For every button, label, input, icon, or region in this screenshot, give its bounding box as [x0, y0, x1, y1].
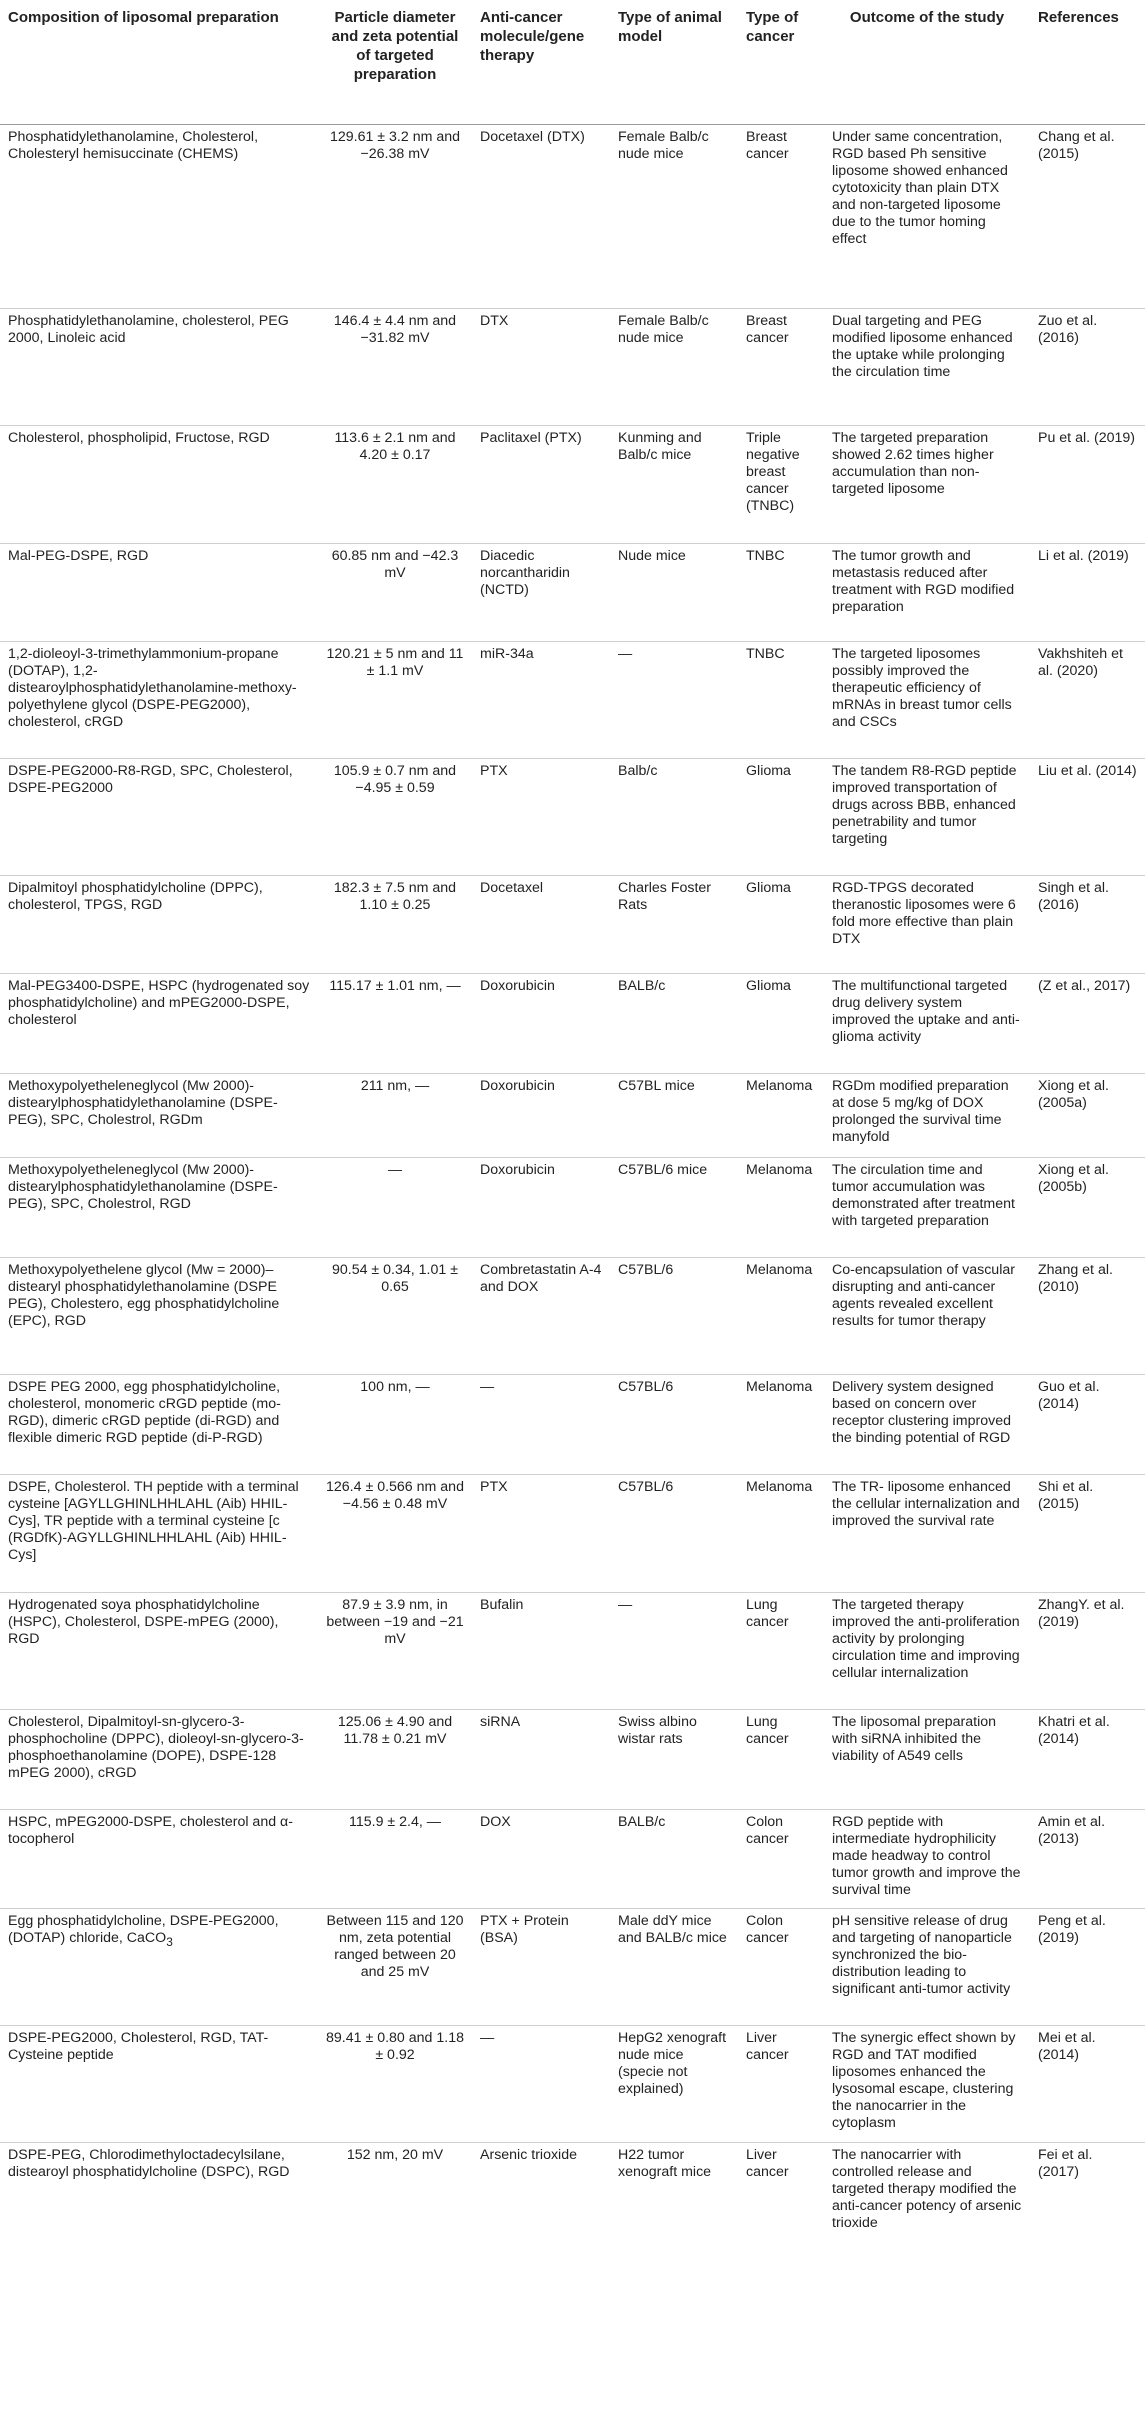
outcome-cell: The synergic effect shown by RGD and TAT modified liposomes enhanced the lysosomal escape, clustering the nanocarrier in the cytoplasm	[824, 2025, 1030, 2142]
cancer-type-cell: Colon cancer	[738, 1809, 824, 1908]
animal-model-cell: Female Balb/c nude mice	[610, 308, 738, 425]
size-cell: 115.9 ± 2.4, —	[318, 1809, 472, 1908]
animal-model-cell: C57BL mice	[610, 1073, 738, 1157]
outcome-cell: Dual targeting and PEG modified liposome enhanced the uptake while prolonging the circulation time	[824, 308, 1030, 425]
composition-cell: DSPE, Cholesterol. TH peptide with a terminal cysteine [AGYLLGHINLHHLAHL (Aib) HHIL-Cys], TR peptide with a terminal cysteine [c (RGDfK)-AGYLLGHINLHHLAHL (Aib) HHIL-Cys]	[0, 1474, 318, 1592]
table-row	[0, 1157, 1145, 1257]
header-references: References	[1030, 0, 1145, 124]
cancer-type-cell: Colon cancer	[738, 1908, 824, 2025]
cancer-type-cell: Glioma	[738, 973, 824, 1073]
table-row	[0, 1709, 1145, 1809]
size-cell: 125.06 ± 4.90 and 11.78 ± 0.21 mV	[318, 1709, 472, 1809]
table-row	[0, 1474, 1145, 1592]
animal-model-cell: HepG2 xenograft nude mice (specie not explained)	[610, 2025, 738, 2142]
animal-model-cell: —	[610, 641, 738, 758]
table-row	[0, 2142, 1145, 2240]
size-cell: 120.21 ± 5 nm and 11 ± 1.1 mV	[318, 641, 472, 758]
composition-cell: DSPE PEG 2000, egg phosphatidylcholine, cholesterol, monomeric cRGD peptide (mo-RGD), dimeric cRGD peptide (di-RGD) and flexible dimeric RGD peptide (di-P-RGD)	[0, 1374, 318, 1474]
composition-cell: DSPE-PEG2000-R8-RGD, SPC, Cholesterol, DSPE-PEG2000	[0, 758, 318, 875]
size-cell: 126.4 ± 0.566 nm and −4.56 ± 0.48 mV	[318, 1474, 472, 1592]
table-row	[0, 1374, 1145, 1474]
cancer-type-cell: Melanoma	[738, 1474, 824, 1592]
reference-cell: Amin et al. (2013)	[1030, 1809, 1145, 1908]
outcome-cell: The nanocarrier with controlled release and targeted therapy modified the anti-cancer potency of arsenic trioxide	[832, 2146, 1022, 2231]
reference-cell: Zuo et al. (2016)	[1030, 308, 1145, 425]
animal-model-cell: Kunming and Balb/c mice	[610, 425, 738, 543]
outcome-cell: Co-encapsulation of vascular disrupting and anti-cancer agents revealed excellent results for tumor therapy	[824, 1257, 1030, 1374]
composition-cell: Phosphatidylethanolamine, cholesterol, PEG 2000, Linoleic acid	[0, 308, 318, 425]
composition-cell: DSPE-PEG2000, Cholesterol, RGD, TAT-Cysteine peptide	[0, 2025, 318, 2142]
cancer-type-cell: Liver cancer	[738, 2025, 824, 2142]
drug-cell: Paclitaxel (PTX)	[472, 425, 610, 543]
composition-cell: Methoxypolyethelene glycol (Mw = 2000)–distearyl phosphatidylethanolamine (DSPE PEG), Cholestero, egg phosphatidylcholine (EPC), RGD	[0, 1257, 318, 1374]
composition-cell: Hydrogenated soya phosphatidylcholine (HSPC), Cholesterol, DSPE-mPEG (2000), RGD	[0, 1592, 318, 1709]
header-outcome: Outcome of the study	[824, 0, 1030, 124]
drug-cell: Arsenic trioxide	[480, 2146, 577, 2163]
animal-model-cell: —	[610, 1592, 738, 1709]
cancer-type-cell: Triple negative breast cancer (TNBC)	[738, 425, 824, 543]
size-cell: 146.4 ± 4.4 nm and −31.82 mV	[318, 308, 472, 425]
animal-model-cell: C57BL/6	[610, 1374, 738, 1474]
drug-cell: Combretastatin A-4 and DOX	[472, 1257, 610, 1374]
size-cell: 100 nm, —	[318, 1374, 472, 1474]
outcome-cell: Delivery system designed based on concern over receptor clustering improved the binding potential of RGD	[824, 1374, 1030, 1474]
reference-cell: Pu et al. (2019)	[1030, 425, 1145, 543]
drug-cell: Diacedic norcantharidin (NCTD)	[472, 543, 610, 641]
table-row	[0, 1592, 1145, 1709]
cancer-type-cell: Glioma	[738, 758, 824, 875]
drug-cell: Doxorubicin	[472, 1157, 610, 1257]
outcome-cell: The targeted therapy improved the anti-proliferation activity by prolonging circulation time and improving cellular internalization	[824, 1592, 1030, 1709]
outcome-cell: The multifunctional targeted drug delivery system improved the uptake and anti-glioma activity	[824, 973, 1030, 1073]
drug-cell: PTX + Protein (BSA)	[472, 1908, 610, 2025]
table-row	[0, 1908, 1145, 2025]
animal-model-cell: C57BL/6 mice	[610, 1157, 738, 1257]
outcome-cell: pH sensitive release of drug and targeting of nanoparticle synchronized the bio-distribution leading to significant anti-tumor activity	[824, 1908, 1030, 2025]
composition-cell: Cholesterol, Dipalmitoyl-sn-glycero-3-phosphocholine (DPPC), dioleoyl-sn-glycero-3-phosphoethanolamine (DOPE), DSPE-128 mPEG 2000), cRGD	[0, 1709, 318, 1809]
outcome-cell: The TR- liposome enhanced the cellular internalization and improved the survival rate	[824, 1474, 1030, 1592]
drug-cell: PTX	[472, 758, 610, 875]
table-row	[0, 641, 1145, 758]
subscript-3: 3	[166, 1934, 173, 1949]
outcome-cell: The circulation time and tumor accumulation was demonstrated after treatment with targeted preparation	[824, 1157, 1030, 1257]
cancer-type-cell: Melanoma	[738, 1257, 824, 1374]
animal-model-cell: Swiss albino wistar rats	[610, 1709, 738, 1809]
composition-cell: HSPC, mPEG2000-DSPE, cholesterol and α-tocopherol	[0, 1809, 318, 1908]
header-particle-size: Particle diameter and zeta potential of targeted preparation	[318, 0, 472, 124]
reference-cell: Khatri et al. (2014)	[1030, 1709, 1145, 1809]
table-row	[0, 1809, 1145, 1908]
animal-model-cell: Nude mice	[610, 543, 738, 641]
animal-model-cell: BALB/c	[610, 1809, 738, 1908]
size-cell: 105.9 ± 0.7 nm and −4.95 ± 0.59	[318, 758, 472, 875]
drug-cell: miR-34a	[472, 641, 610, 758]
cancer-type-cell: Liver cancer	[746, 2146, 789, 2180]
reference-cell: Zhang et al. (2010)	[1030, 1257, 1145, 1374]
composition-cell: Methoxypolyetheleneglycol (Mw 2000)-distearylphosphatidylethanolamine (DSPE-PEG), SPC, Cholestrol, RGDm	[0, 1073, 318, 1157]
size-cell: 152 nm, 20 mV	[346, 2146, 444, 2163]
outcome-cell: RGDm modified preparation at dose 5 mg/kg of DOX prolonged the survival time manyfold	[824, 1073, 1030, 1157]
cancer-type-cell: TNBC	[738, 543, 824, 641]
outcome-cell: RGD-TPGS decorated theranostic liposomes were 6 fold more effective than plain DTX	[824, 875, 1030, 973]
reference-cell: Peng et al. (2019)	[1030, 1908, 1145, 2025]
cancer-type-cell: Melanoma	[738, 1157, 824, 1257]
size-cell: 129.61 ± 3.2 nm and −26.38 mV	[318, 124, 472, 308]
composition-cell: Mal-PEG-DSPE, RGD	[0, 543, 318, 641]
size-cell: 89.41 ± 0.80 and 1.18 ± 0.92	[318, 2025, 472, 2142]
drug-cell: Docetaxel (DTX)	[472, 124, 610, 308]
table-row	[0, 1073, 1145, 1157]
composition-cell: Mal-PEG3400-DSPE, HSPC (hydrogenated soy phosphatidylcholine) and mPEG2000-DSPE, cholesterol	[0, 973, 318, 1073]
animal-model-cell: Male ddY mice and BALB/c mice	[610, 1908, 738, 2025]
size-cell: 115.17 ± 1.01 nm, —	[318, 973, 472, 1073]
table-row	[0, 2025, 1145, 2142]
composition-cell: Phosphatidylethanolamine, Cholesterol, Cholesteryl hemisuccinate (CHEMS)	[0, 124, 318, 308]
header-cancer-type: Type of cancer	[738, 0, 824, 124]
outcome-cell: The tandem R8-RGD peptide improved transportation of drugs across BBB, enhanced penetrability and tumor targeting	[824, 758, 1030, 875]
cancer-type-cell: Melanoma	[738, 1374, 824, 1474]
drug-cell: PTX	[472, 1474, 610, 1592]
reference-cell: Xiong et al. (2005a)	[1030, 1073, 1145, 1157]
composition-cell	[0, 1908, 318, 2025]
cancer-type-cell: Lung cancer	[738, 1592, 824, 1709]
animal-model-cell: BALB/c	[610, 973, 738, 1073]
size-cell: 113.6 ± 2.1 nm and 4.20 ± 0.17	[318, 425, 472, 543]
cancer-type-cell: Glioma	[738, 875, 824, 973]
table-row	[0, 875, 1145, 973]
animal-model-cell: C57BL/6	[610, 1474, 738, 1592]
header-drug: Anti-cancer molecule/gene therapy	[472, 0, 610, 124]
reference-cell: Liu et al. (2014)	[1030, 758, 1145, 875]
reference-cell: Chang et al. (2015)	[1030, 124, 1145, 308]
drug-cell: DOX	[472, 1809, 610, 1908]
size-cell: 87.9 ± 3.9 nm, in between −19 and −21 mV	[318, 1592, 472, 1709]
composition-text: Egg phosphatidylcholine, DSPE-PEG2000, (DOTAP) chloride, CaCO	[8, 1912, 279, 1946]
reference-cell: Xiong et al. (2005b)	[1030, 1157, 1145, 1257]
animal-model-cell: Charles Foster Rats	[610, 875, 738, 973]
reference-cell: Mei et al. (2014)	[1030, 2025, 1145, 2142]
drug-cell: Docetaxel	[472, 875, 610, 973]
table-row	[0, 973, 1145, 1073]
composition-cell: 1,2-dioleoyl-3-trimethylammonium-propane (DOTAP), 1,2-distearoylphosphatidylethanolamine-methoxy-polyethylene glycol (DSPE-PEG2000), cholesterol, cRGD	[0, 641, 318, 758]
cancer-type-cell: Breast cancer	[738, 124, 824, 308]
composition-cell: Cholesterol, phospholipid, Fructose, RGD	[0, 425, 318, 543]
table-row	[0, 543, 1145, 641]
cancer-type-cell: Melanoma	[738, 1073, 824, 1157]
animal-model-cell: C57BL/6	[610, 1257, 738, 1374]
reference-cell: Singh et al. (2016)	[1030, 875, 1145, 973]
outcome-cell: The liposomal preparation with siRNA inhibited the viability of A549 cells	[824, 1709, 1030, 1809]
animal-model-cell: Balb/c	[610, 758, 738, 875]
reference-cell: Fei et al. (2017)	[1038, 2146, 1093, 2180]
cancer-type-cell: Lung cancer	[738, 1709, 824, 1809]
size-cell: 211 nm, —	[318, 1073, 472, 1157]
size-cell: —	[318, 1157, 472, 1257]
outcome-cell: The targeted liposomes possibly improved the therapeutic efficiency of mRNAs in breast tumor cells and CSCs	[824, 641, 1030, 758]
drug-cell: Bufalin	[472, 1592, 610, 1709]
table-row	[0, 425, 1145, 543]
drug-cell: Doxorubicin	[472, 1073, 610, 1157]
size-cell: Between 115 and 120 nm, zeta potential ranged between 20 and 25 mV	[318, 1908, 472, 2025]
header-animal-model: Type of animal model	[610, 0, 738, 124]
table-row	[0, 1257, 1145, 1374]
outcome-cell: The targeted preparation showed 2.62 times higher accumulation than non-targeted liposome	[824, 425, 1030, 543]
size-cell: 60.85 nm and −42.3 mV	[318, 543, 472, 641]
outcome-cell: RGD peptide with intermediate hydrophilicity made headway to control tumor growth and improve the survival time	[824, 1809, 1030, 1908]
cancer-type-cell: Breast cancer	[738, 308, 824, 425]
table-row	[0, 308, 1145, 425]
outcome-cell: The tumor growth and metastasis reduced after treatment with RGD modified preparation	[824, 543, 1030, 641]
reference-cell: Li et al. (2019)	[1030, 543, 1145, 641]
drug-cell: —	[472, 2025, 610, 2142]
composition-cell: Methoxypolyetheleneglycol (Mw 2000)-distearylphosphatidylethanolamine (DSPE-PEG), SPC, Cholestrol, RGD	[0, 1157, 318, 1257]
cancer-type-cell: TNBC	[738, 641, 824, 758]
table-row	[0, 124, 1145, 308]
table-row	[0, 758, 1145, 875]
composition-cell: Dipalmitoyl phosphatidylcholine (DPPC), cholesterol, TPGS, RGD	[0, 875, 318, 973]
size-cell: 90.54 ± 0.34, 1.01 ± 0.65	[318, 1257, 472, 1374]
reference-cell: ZhangY. et al. (2019)	[1030, 1592, 1145, 1709]
header-composition: Composition of liposomal preparation	[0, 0, 318, 124]
drug-cell: Doxorubicin	[472, 973, 610, 1073]
drug-cell: —	[472, 1374, 610, 1474]
animal-model-cell: Female Balb/c nude mice	[610, 124, 738, 308]
animal-model-cell: H22 tumor xenograft mice	[618, 2146, 712, 2180]
composition-cell: DSPE-PEG, Chlorodimethyloctadecylsilane, distearoyl phosphatidylcholine (DSPC), RGD	[8, 2146, 290, 2180]
reference-cell: (Z et al., 2017)	[1030, 973, 1145, 1073]
reference-cell: Shi et al. (2015)	[1030, 1474, 1145, 1592]
reference-cell: Vakhshiteh et al. (2020)	[1030, 641, 1145, 758]
drug-cell: DTX	[472, 308, 610, 425]
outcome-cell: Under same concentration, RGD based Ph sensitive liposome showed enhanced cytotoxicity than plain DTX and non-targeted liposome due to the tumor homing effect	[824, 124, 1030, 308]
size-cell: 182.3 ± 7.5 nm and 1.10 ± 0.25	[318, 875, 472, 973]
reference-cell: Guo et al. (2014)	[1030, 1374, 1145, 1474]
table-header-row	[0, 0, 1145, 124]
drug-cell: siRNA	[472, 1709, 610, 1809]
